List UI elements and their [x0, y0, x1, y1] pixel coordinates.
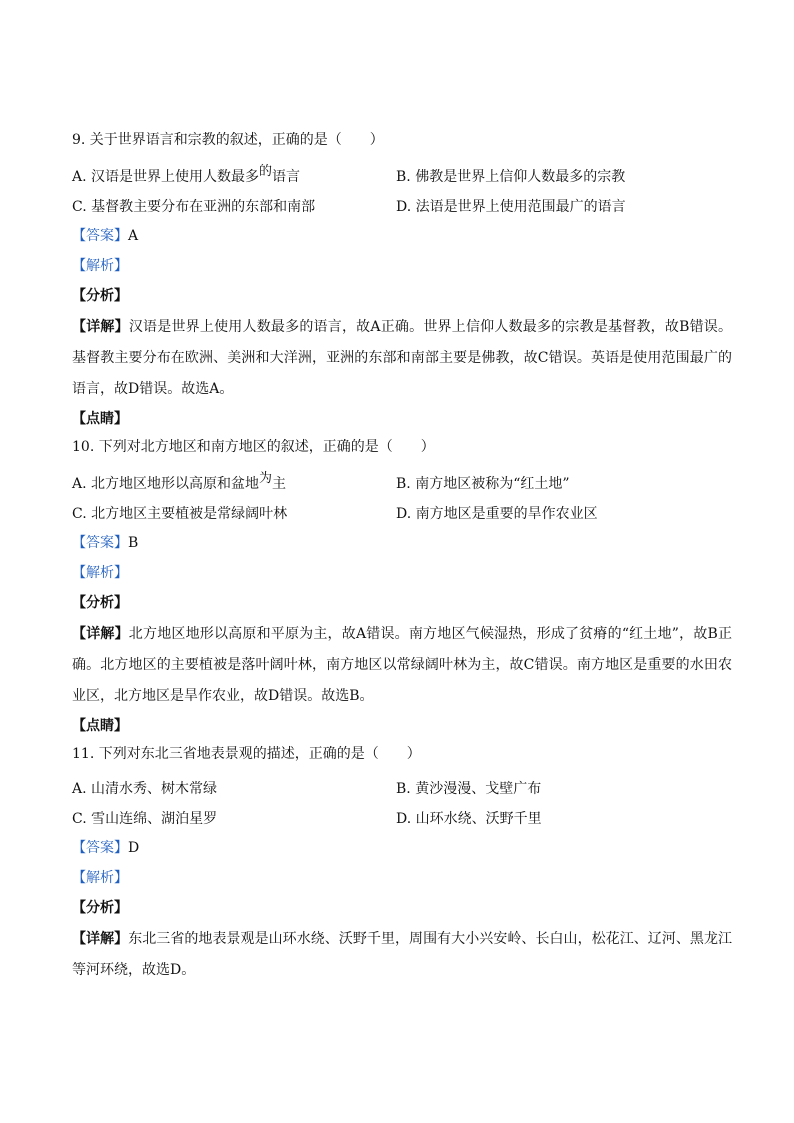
question-9-stem: 9. 关于世界语言和宗教的叙述，正确的是（ ） [72, 132, 384, 148]
question-11-answer: 【答案】D [72, 840, 140, 856]
question-9-options-row2 [72, 192, 732, 222]
question-9-option-d: D. 法语是世界上使用范围最广的语言 [396, 199, 626, 215]
question-10-fenxi-label: 【分析】 [72, 595, 128, 611]
question-10-stem: 10. 下列对北方地区和南方地区的叙述，正确的是（ ） [72, 439, 435, 455]
question-11-detail: 【详解】东北三省的地表景观是山环水绕、沃野千里，周围有大小兴安岭、长白山，松花江、辽河、黑龙江等河环绕，故选D。 [72, 931, 733, 978]
question-11-option-c: C. 雪山连绵、湖泊星罗 [72, 811, 218, 827]
question-9-detail: 【详解】汉语是世界上使用人数最多的语言，故A正确。世界上信仰人数最多的宗教是基督教，故B错误。基督教主要分布在欧洲、美洲和大洋洲，亚洲的东部和南部主要是佛教，故C错误。英语是使用范围最广的语言，故D错误。故选A。 [72, 319, 732, 397]
question-9-option-c: C. 基督教主要分布在亚洲的东部和南部 [72, 199, 316, 215]
question-11-stem: 11. 下列对东北三省地表景观的描述，正确的是（ ） [72, 746, 421, 762]
question-11-fenxi-label: 【分析】 [72, 900, 128, 916]
question-10-detail: 【详解】北方地区地形以高原和平原为主，故A错误。南方地区气候湿热，形成了贫瘠的“红土地”，故B正确。北方地区的主要植被是落叶阔叶林，南方地区以常绿阔叶林为主，故C错误。南方地区是重要的水田农业区，北方地区是旱作农业，故D错误。故选B。 [72, 626, 732, 704]
question-10-option-a: A. 北方地区地形以高原和盆地为主 [72, 471, 287, 492]
question-10-options-row2 [72, 499, 732, 529]
question-10-analysis-label: 【解析】 [72, 565, 128, 581]
question-10-options-row1 [72, 469, 732, 499]
question-9-dianjing-label: 【点睛】 [72, 411, 128, 427]
question-9-analysis-label: 【解析】 [72, 258, 128, 274]
question-10-option-b: B. 南方地区被称为“红土地” [396, 476, 570, 492]
question-10-answer: 【答案】B [72, 535, 139, 551]
question-11-option-d: D. 山环水绕、沃野千里 [396, 811, 542, 827]
question-9-options-row1 [72, 162, 732, 192]
question-11-options-row2 [72, 804, 732, 834]
question-9-fenxi-label: 【分析】 [72, 288, 128, 304]
question-11-options-row1 [72, 774, 732, 804]
question-9-answer: 【答案】A [72, 228, 139, 244]
exam-page [72, 130, 732, 986]
question-10-option-c: C. 北方地区主要植被是常绿阔叶林 [72, 506, 288, 522]
question-9-option-b: B. 佛教是世界上信仰人数最多的宗教 [396, 169, 626, 185]
question-11-analysis-label: 【解析】 [72, 870, 128, 886]
question-9-option-a: A. 汉语是世界上使用人数最多的语言 [72, 164, 301, 185]
question-11-option-a: A. 山清水秀、树木常绿 [72, 781, 218, 797]
question-10-option-d: D. 南方地区是重要的旱作农业区 [396, 506, 598, 522]
question-10-dianjing-label: 【点睛】 [72, 718, 128, 734]
question-11-option-b: B. 黄沙漫漫、戈壁广布 [396, 781, 542, 797]
